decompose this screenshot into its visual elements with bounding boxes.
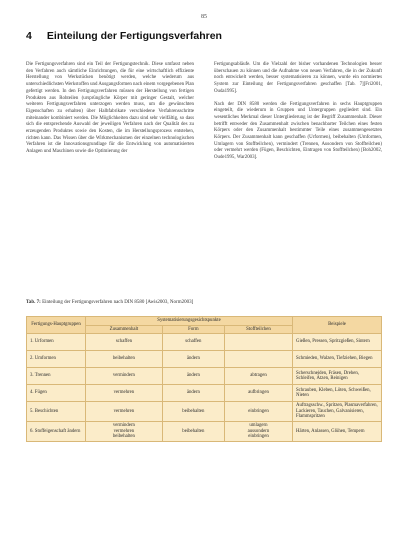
- cell-group: 1. Urformen: [27, 334, 86, 351]
- table-row: [27, 368, 382, 385]
- cell-group: 2. Umformen: [27, 351, 86, 368]
- header-criteria: Systematisierungsgesichtspunkte: [86, 317, 293, 326]
- header-main-groups: Fertigungs-Hauptgruppen: [27, 317, 86, 334]
- cell-stoff: [224, 334, 292, 351]
- cell-form: ändern: [162, 351, 224, 368]
- cell-stoff: [224, 351, 292, 368]
- cell-examples: Härten, Anlassen, Glühen, Tempern: [293, 421, 382, 441]
- cell-examples: Schmieden, Walzen, Tiefziehen, Biegen: [293, 351, 382, 368]
- cell-examples: Schrauben, Kleben, Löten, Schweißen, Nieten: [293, 385, 382, 402]
- cell-zusammenhalt: schaffen: [86, 334, 163, 351]
- table-row: [27, 421, 382, 441]
- header-form: Form: [162, 325, 224, 334]
- paragraph: Die Fertigungsverfahren sind ein Teil der Fertigungstechnik. Diese umfasst neben den Verfahren auch sämtliche Einrichtungen, die für eine wirtschaftlich effiziente Herstellung von Werkstücken benötigt werden, welche wiederum aus unterschiedlichsten Werkstoffen und Ausgangsformen nach einem vorgegebenen Plan gefertigt werden. In den Fertigungsverfahren müssen der Herstellung von fertigen Produkten aus Rohteilen (ursprüngliche Körper mit geringer Gestalt, welcher weiteren Fertigungsverfahren unterzogen werden muss, um die gewünschten Eigenschaften zu erhalten) über Halbfabrikate verschiedene Verfahrensschritte miteinander kombiniert werden. Die Möglichkeiten dazu sind sehr vielfältig, so dass sich die entsprechende Auswahl der jeweiligen Verfahren nach der Qualität des zu erzeugenden Produktes sowie den Kosten, die im Herstellungsprozess entstehen, richten kann. Das Wissen über die Wirkmechanismen der einzelnen technologischen Verfahren ist die Innovationsgrundlage für die Entwicklung von automatisierten Anlagen und Maschinen sowie die Optimierung der: [26, 62, 194, 155]
- chapter-title: Einteilung der Fertigungsverfahren: [46, 30, 222, 42]
- cell-form: ändern: [162, 368, 224, 385]
- classification-table: [26, 316, 382, 442]
- cell-group: 4. Fügen: [27, 385, 86, 402]
- table-caption: [26, 300, 382, 305]
- caption-label: Tab. 7:: [26, 300, 41, 305]
- chapter-number: 4: [26, 30, 32, 42]
- cell-stoff: einbringen: [224, 402, 292, 422]
- page-number: 85: [201, 14, 207, 20]
- cell-stoff: aufbringen: [224, 385, 292, 402]
- paragraph: Fertigungsabläufe. Um die Vielzahl der bisher vorhandenen Technologien besser überschauen zu können und die Aufnahme von neuen Verfahren, die in der Zukunft noch entwickelt werden, besser systematisieren zu können, wurde ein normiertes System zur Einteilung der Fertigungsverfahren geschaffen [Tab. 7][Fri2001, Ouda1995].: [214, 62, 382, 94]
- cell-zusammenhalt: vermindern: [86, 368, 163, 385]
- cell-zusammenhalt: vermehren: [86, 402, 163, 422]
- cell-form: ändern: [162, 385, 224, 402]
- cell-group: 5. Beschichten: [27, 402, 86, 422]
- cell-stoff: abtragen: [224, 368, 292, 385]
- caption-text: Einteilung der Fertigungsverfahren nach DIN 8580 [Awis2003, Norm2003]: [42, 300, 194, 305]
- table-row: [27, 402, 382, 422]
- chapter-heading: [26, 30, 386, 42]
- header-examples: Beispiele: [293, 317, 382, 334]
- cell-form: schaffen: [162, 334, 224, 351]
- cell-zusammenhalt: vermehren: [86, 385, 163, 402]
- cell-examples: Scherschneiden, Fräsen, Drehen, Schleifen, Ätzen, Reinigen: [293, 368, 382, 385]
- table-row: [27, 385, 382, 402]
- cell-zusammenhalt: vermindern vermehren beibehalten: [86, 421, 163, 441]
- table-row: [27, 351, 382, 368]
- table-row: [27, 334, 382, 351]
- cell-group: 3. Trennen: [27, 368, 86, 385]
- cell-stoff: umlagern aussondern einbringen: [224, 421, 292, 441]
- header-zusammenhalt: Zusammenhalt: [86, 325, 163, 334]
- cell-examples: Gießen, Pressen, Spritzgießen, Sintern: [293, 334, 382, 351]
- header-stoffteilchen: Stoffteilchen: [224, 325, 292, 334]
- cell-group: 6. Stoffeigenschaft ändern: [27, 421, 86, 441]
- cell-form: beibehalten: [162, 421, 224, 441]
- cell-form: beibehalten: [162, 402, 224, 422]
- cell-examples: Auftragsschw., Spritzen, Plasmaverfahren, Lackieren, Tauchen, Galvanisieren, Flammspritzen: [293, 402, 382, 422]
- cell-zusammenhalt: beibehalten: [86, 351, 163, 368]
- paragraph: Nach der DIN 8580 werden die Fertigungsverfahren in sechs Hauptgruppen eingeteilt, die wiederum in Gruppen und Untergruppen gegliedert sind. Ein wesentliches Merkmal dieser Untergliederung ist der Begriff Zusammenhalt. Dieser betrifft entweder den Zusammenhalt zwischen benachbarter Teilchen eines festen Körpers oder den Zusammenhalt bestimmter Teile eines zusammengesetzten Körpers. Der Zusammenhalt kann geschaffen (Urformen), beibehalten (Umformen, Umlagern von Stoffteilchen), vermindert (Trennen, Ausondern von Stoffteilchen) oder vermehrt werden (Fügen, Beschichten, Eintragen von Stoffteilchen) [Boh2002, Oude1995, War2003].: [214, 101, 382, 161]
